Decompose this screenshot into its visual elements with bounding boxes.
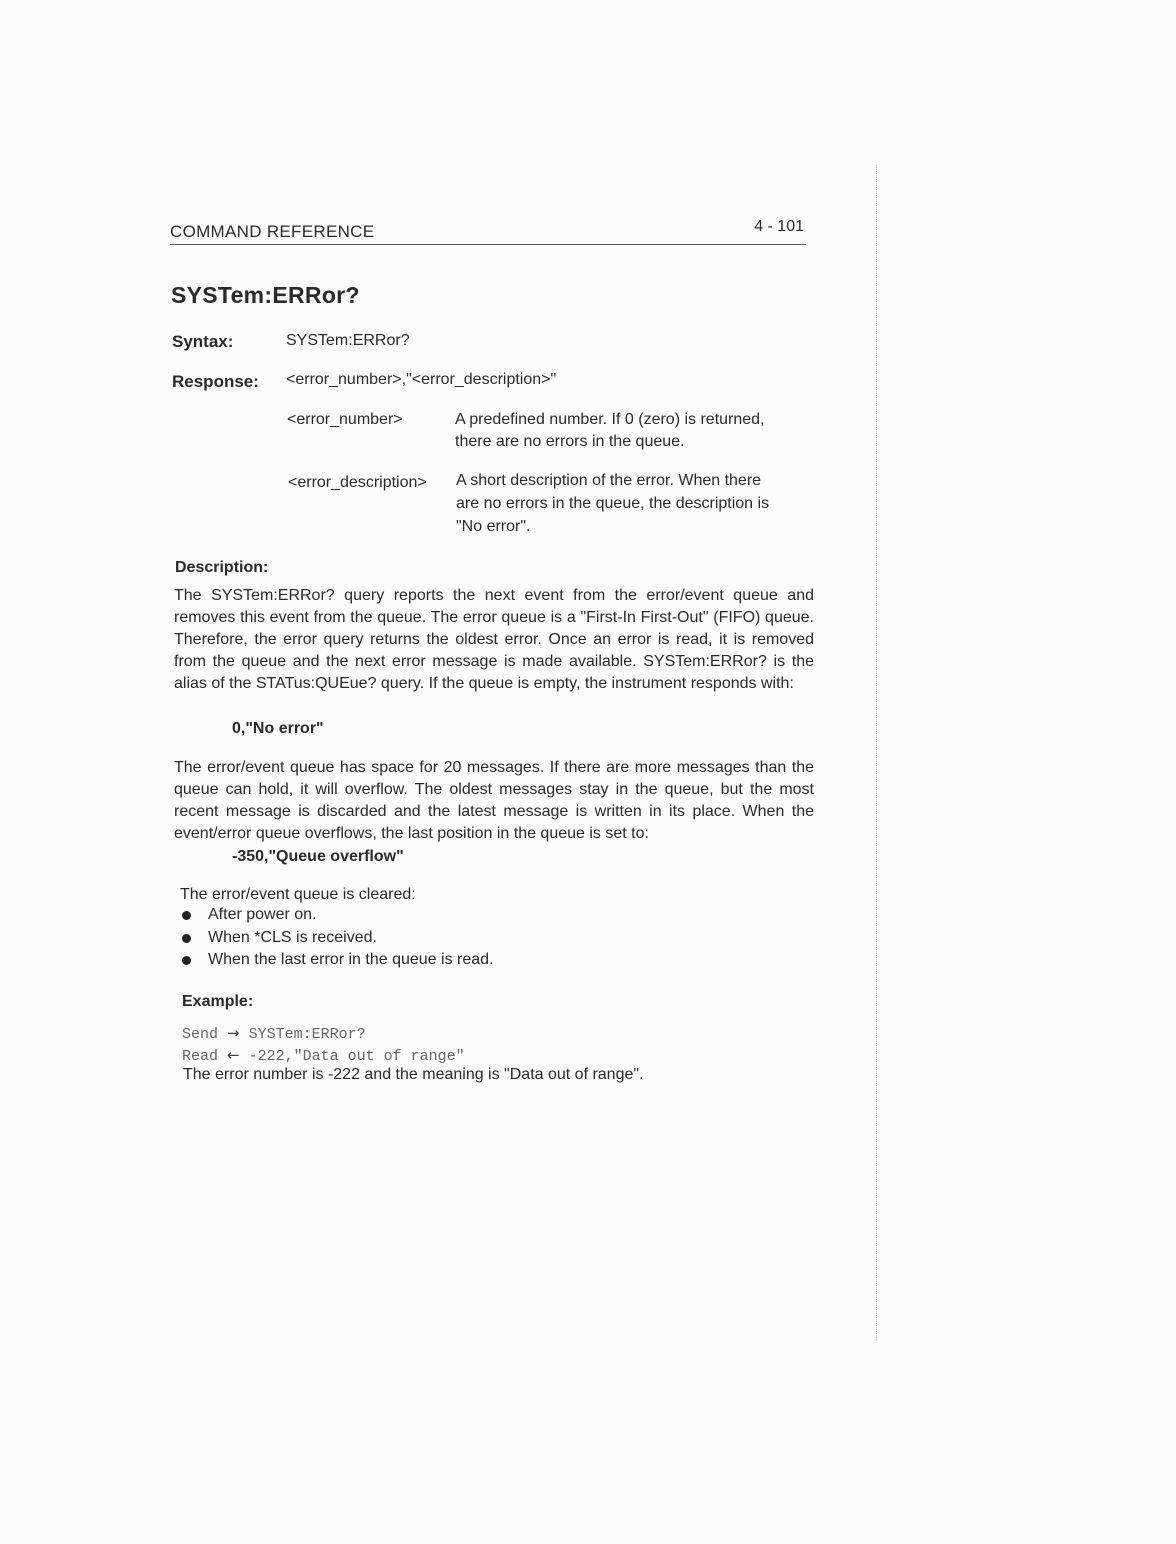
code-no-error: 0,"No error" bbox=[232, 720, 324, 737]
description-label: Description: bbox=[175, 559, 269, 576]
list-item: When the last error in the queue is read. bbox=[180, 949, 494, 972]
example-send-line: Send → SYSTem:ERRor? bbox=[182, 1024, 366, 1043]
cleared-intro: The error/event queue is cleared: bbox=[180, 886, 416, 903]
command-title: SYSTem:ERRor? bbox=[171, 282, 360, 308]
left-arrow-icon: ← bbox=[227, 1046, 240, 1064]
section-title: COMMAND REFERENCE bbox=[170, 222, 375, 241]
list-item: When *CLS is received. bbox=[180, 927, 494, 950]
syntax-label: Syntax: bbox=[172, 332, 234, 351]
running-header bbox=[170, 218, 806, 245]
bullet-icon bbox=[182, 911, 191, 920]
param-description: A short description of the error. When there are no errors in the queue, the description is "No error". bbox=[456, 472, 770, 535]
example-note: The error number is -222 and the meaning is "Data out of range". bbox=[183, 1066, 644, 1083]
example-label: Example: bbox=[182, 993, 254, 1010]
right-arrow-icon: → bbox=[227, 1024, 240, 1042]
param-name: <error_description> bbox=[288, 474, 427, 491]
description-paragraph: The error/event queue has space for 20 messages. If there are more messages than the queue can hold, it will overflow. The oldest messages stay in the queue, but the most recent message is discarded and the latest message is written in its place. When the event/error queue overflows, the last position in the queue is set to: bbox=[174, 759, 814, 842]
response-label: Response: bbox=[172, 372, 259, 391]
bullet-icon bbox=[182, 956, 191, 965]
code-queue-overflow: -350,"Queue overflow" bbox=[232, 848, 404, 865]
param-description: A predefined number. If 0 (zero) is returned, there are no errors in the queue. bbox=[455, 411, 765, 450]
page-number: 4 - 101 bbox=[754, 218, 804, 235]
syntax-value: SYSTem:ERRor? bbox=[286, 332, 410, 349]
description-paragraph: The SYSTem:ERRor? query reports the next event from the error/event queue and removes this event from the queue. The error queue is a "First-In First-Out" (FIFO) queue. Therefore, the error query returns the oldest error. Once an error is read, it is removed from the queue and the next error message is made available. SYSTem:ERRor? is the alias of the STATus:QUEue? query. If the queue is empty, the instrument responds with: bbox=[174, 587, 814, 692]
response-value: <error_number>,"<error_description>" bbox=[286, 371, 557, 388]
bullet-icon bbox=[182, 934, 191, 943]
param-name: <error_number> bbox=[287, 411, 403, 428]
scan-edge-line bbox=[876, 165, 877, 1340]
cleared-conditions-list bbox=[180, 904, 494, 972]
list-item: After power on. bbox=[180, 904, 494, 927]
example-read-line: Read ← -222,"Data out of range" bbox=[182, 1046, 465, 1065]
